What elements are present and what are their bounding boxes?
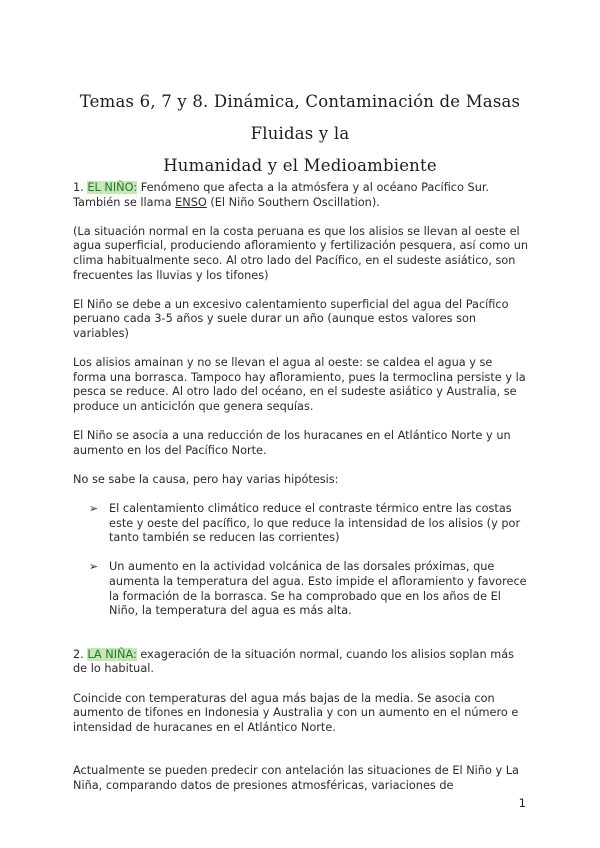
paragraph-hypotheses: No se sabe la causa, pero hay varias hipótesis: bbox=[73, 472, 339, 486]
document-body bbox=[73, 181, 528, 808]
arrow-bullet-icon: ➢ bbox=[89, 560, 99, 574]
section-1-intro-text: Fenómeno que afecta a la atmósfera y al océano Pacífico Sur. También se llama bbox=[73, 181, 490, 209]
page-number: 1 bbox=[518, 796, 526, 810]
paragraph-normal-situation: (La situación normal en la costa peruana es que los alisios se llevan al oeste el agua superficial, produciendo afloramiento y fertilización pesquera, así como un clima habitualmente seco. Al otro lado del Pacífico, en el sudeste asiático, son frecuentes las lluvias y los tifones) bbox=[73, 224, 529, 282]
list-item-text: El calentamiento climático reduce el contraste térmico entre las costas este y oeste del pacífico, lo que reduce la intensidad de los alisios (y por tanto también se reducen las corrientes) bbox=[109, 502, 521, 545]
hypotheses-list bbox=[73, 502, 528, 619]
section-2-intro-text: exageración de la situación normal, cuando los alisios soplan más de lo habitual. bbox=[73, 647, 515, 676]
paragraph-prediction: Actualmente se pueden predecir con antelación las situaciones de El Niño y La Niña, comparando datos de presiones atmosféricas, variaciones de bbox=[73, 764, 519, 792]
paragraph-cause: El Niño se debe a un excesivo calentamiento superficial del agua del Pacífico peruano cada 3-5 años y suele durar un año (aunque estos valores son variables) bbox=[73, 297, 509, 340]
list-item-text: Un aumento en la actividad volcánica de las dorsales próximas, que aumenta la temperatura del agua. Esto impide el afloramiento y favorece la formación de la borrasca. Se ha comprobado que en los años de El Niño, la temperatura del agua es más alta. bbox=[109, 560, 527, 618]
page-title bbox=[60, 86, 540, 182]
section-1-intro bbox=[73, 181, 528, 210]
enso-term: ENSO bbox=[175, 195, 207, 209]
paragraph-la-nina-effects: Coincide con temperaturas del agua más bajas de la media. Se asocia con aumento de tifones en Indonesia y Australia y con un aumento en el número e intensidad de huracanes en el Atlántico Norte. bbox=[73, 691, 519, 734]
title-line-2: Humanidad y el Medioambiente bbox=[163, 156, 437, 175]
arrow-bullet-icon: ➢ bbox=[89, 502, 99, 516]
section-2-number: 2. bbox=[73, 647, 84, 661]
section-2-intro bbox=[73, 648, 528, 677]
section-1-number: 1. bbox=[73, 181, 84, 194]
section-1-heading: EL NIÑO: bbox=[87, 181, 138, 194]
title-line-1: Temas 6, 7 y 8. Dinámica, Contaminación de Masas Fluidas y la bbox=[79, 92, 521, 143]
paragraph-effects: Los alisios amainan y no se llevan el agua al oeste: se caldea el agua y se forma una borrasca. Tampoco hay afloramiento, pues la termoclina persiste y la pesca se reduce. Al otro lado del océano, en el sudeste asiático y Australia, se produce un anticiclón que genera sequías. bbox=[73, 356, 526, 413]
enso-expansion: (El Niño Southern Oscillation). bbox=[206, 195, 380, 209]
section-2-heading: LA NIÑA: bbox=[87, 647, 137, 661]
list-item bbox=[73, 502, 528, 546]
list-item bbox=[73, 560, 528, 618]
paragraph-hurricanes: El Niño se asocia a una reducción de los huracanes en el Atlántico Norte y un aumento en los del Pacífico Norte. bbox=[73, 429, 511, 457]
